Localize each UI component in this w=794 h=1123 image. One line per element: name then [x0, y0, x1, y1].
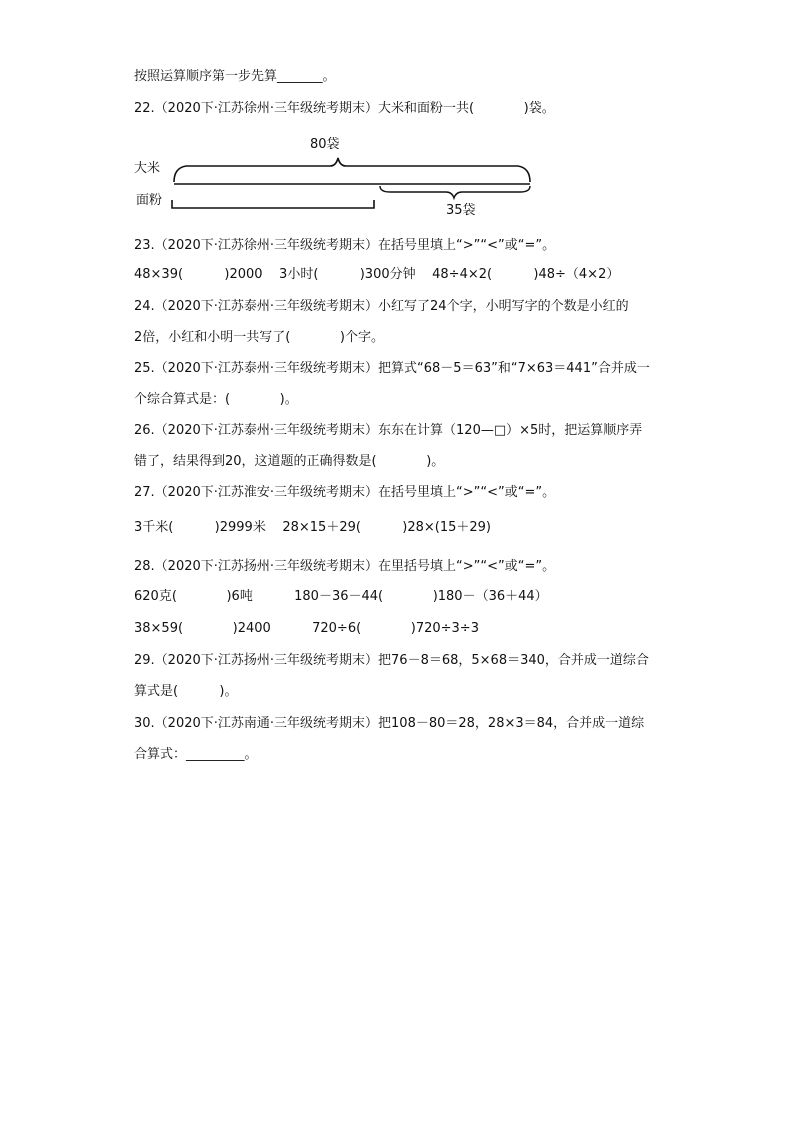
- question-27-items: 3千米( )2999米 28×15＋29( )28×(15＋29): [134, 520, 491, 535]
- question-24: 24.（2020下·江苏泰州·三年级统考期末）小红写了24个字，小明写字的个数是小红的: [134, 299, 629, 314]
- question-23-items: 48×39( )2000 3小时( )300分钟 48÷4×2( )48÷（4×2）: [134, 267, 620, 282]
- question-30-continued: 合算式：_________。: [134, 747, 258, 762]
- question-29-continued: 算式是( )。: [134, 684, 238, 699]
- bag-diagram: [130, 130, 550, 222]
- question-28-row2: 38×59( )2400 720÷6( )720÷3÷3: [134, 621, 479, 636]
- diagram-bottom-label: 35袋: [446, 203, 476, 218]
- top-brace: [174, 158, 530, 182]
- diagram-rice-label: 大米: [134, 161, 161, 176]
- question-25-continued: 个综合算式是：( )。: [134, 392, 298, 407]
- question-21-continued: 按照运算顺序第一步先算_______。: [134, 69, 336, 84]
- question-26: 26.（2020下·江苏泰州·三年级统考期末）东东在计算（120—□）×5时，把运算顺序弄: [134, 423, 643, 438]
- bottom-brace: [380, 186, 530, 198]
- question-22: 22.（2020下·江苏徐州·三年级统考期末）大米和面粉一共( )袋。: [134, 101, 555, 116]
- flour-line: [172, 200, 374, 208]
- question-24-continued: 2倍，小红和小明一共写了( )个字。: [134, 330, 385, 345]
- question-26-continued: 错了，结果得到20，这道题的正确得数是( )。: [134, 454, 445, 469]
- question-28-row1: 620克( )6吨 180－36－44( )180－（36＋44）: [134, 589, 548, 604]
- diagram-flour-label: 面粉: [136, 193, 163, 208]
- question-25: 25.（2020下·江苏泰州·三年级统考期末）把算式“68－5＝63”和“7×63＝441”合并成一: [134, 361, 650, 376]
- question-27: 27.（2020下·江苏淮安·三年级统考期末）在括号里填上“>”“<”或“=”。: [134, 485, 556, 500]
- question-29: 29.（2020下·江苏扬州·三年级统考期末）把76－8＝68，5×68＝340，合并成一道综合: [134, 653, 649, 668]
- question-30: 30.（2020下·江苏南通·三年级统考期末）把108－80＝28，28×3＝84，合并成一道综: [134, 716, 645, 731]
- diagram-top-label: 80袋: [310, 137, 340, 152]
- question-28: 28.（2020下·江苏扬州·三年级统考期末）在里括号填上“>”“<”或“=”。: [134, 559, 556, 574]
- question-23: 23.（2020下·江苏徐州·三年级统考期末）在括号里填上“>”“<”或“=”。: [134, 238, 556, 253]
